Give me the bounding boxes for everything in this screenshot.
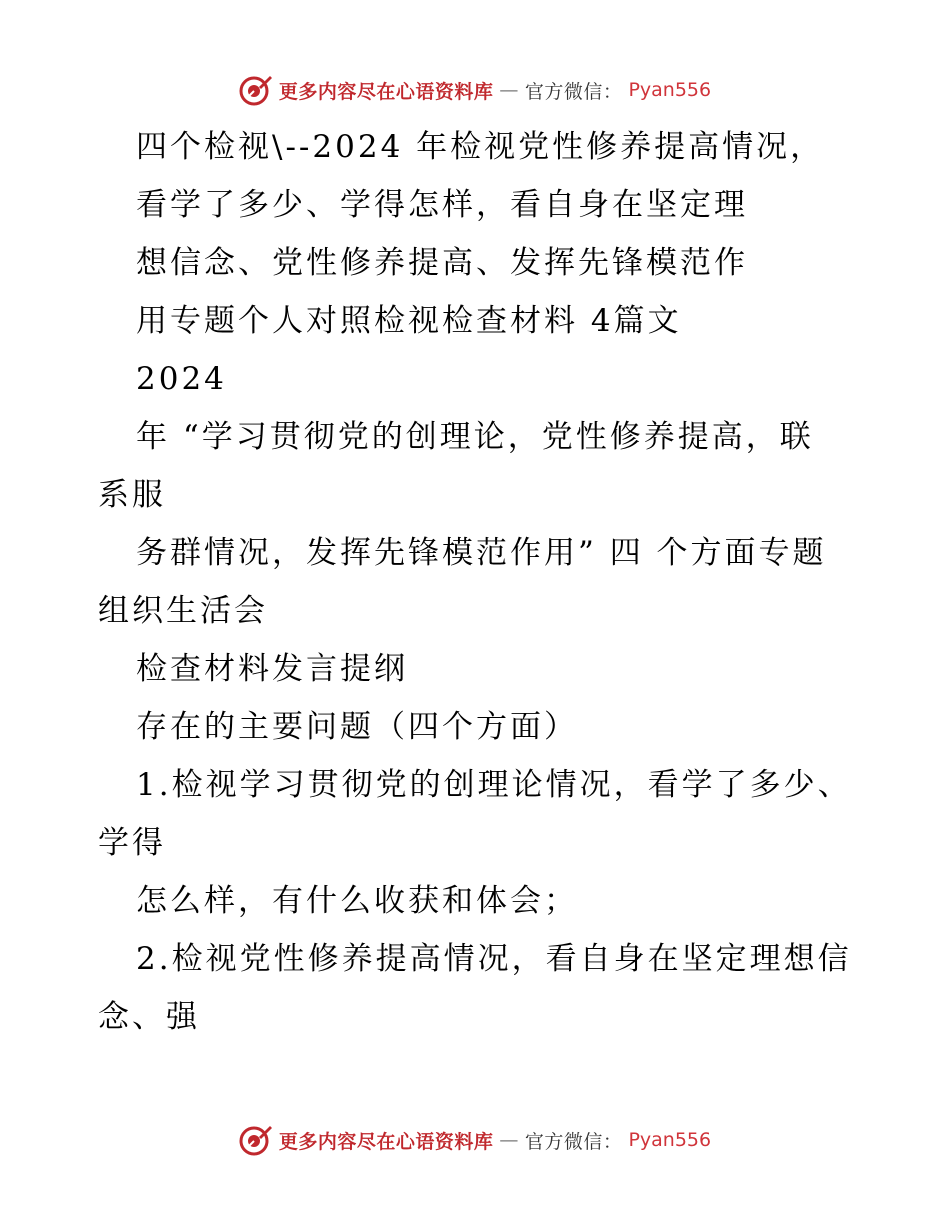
text-line: 系服 — [98, 477, 166, 513]
text-line: 2.检视党性修养提高情况，看自身在坚定理想信 — [136, 941, 852, 977]
watermark-main-text: 更多内容尽在心语资料库 — [278, 80, 494, 103]
text-line: 组织生活会 — [98, 593, 268, 629]
text-line: 怎么样，有什么收获和体会； — [136, 883, 578, 919]
text-line: 用专题个人对照检视检查材料 4篇文 — [136, 303, 682, 339]
text-line: 检查材料发言提纲 — [136, 651, 408, 687]
pen-logo-icon — [239, 1123, 273, 1157]
text-line: 年 “学习贯彻党的创理论，党性修养提高，联 — [136, 419, 814, 455]
text-line: 四个检视\--2024 年检视党性修养提高情况， — [136, 129, 825, 165]
footer-watermark — [0, 1120, 950, 1160]
text-line: 学得 — [98, 825, 166, 861]
pen-logo-icon — [239, 73, 273, 107]
watermark-wechat-label: 官方微信： — [524, 80, 623, 103]
text-line: 看学了多少、学得怎样，看自身在坚定理 — [136, 187, 748, 223]
watermark-wechat-id: Pyan556 — [628, 79, 712, 101]
text-line: 存在的主要问题（四个方面） — [136, 709, 578, 745]
header-watermark — [0, 70, 950, 110]
text-line: 2024 — [136, 361, 227, 397]
watermark-main-text: 更多内容尽在心语资料库 — [278, 1130, 494, 1153]
text-line: 念、强 — [98, 999, 200, 1035]
watermark-wechat-id: Pyan556 — [628, 1129, 712, 1151]
document-body — [98, 118, 858, 1046]
watermark-dash: — — [499, 79, 519, 101]
text-line: 想信念、党性修养提高、发挥先锋模范作 — [136, 245, 748, 281]
text-line: 1.检视学习贯彻党的创理论情况，看学了多少、 — [136, 767, 852, 803]
watermark-dash: — — [499, 1129, 519, 1151]
watermark-wechat-label: 官方微信： — [524, 1130, 623, 1153]
text-line: 务群情况，发挥先锋模范作用” 四 个方面专题 — [136, 535, 827, 571]
